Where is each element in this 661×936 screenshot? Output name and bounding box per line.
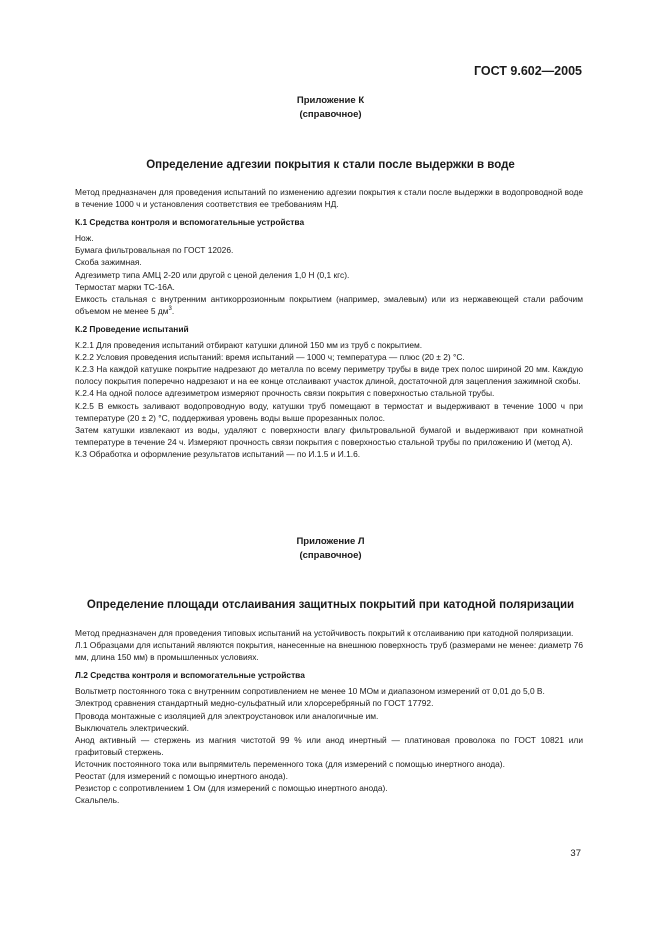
standard-number: ГОСТ 9.602—2005 — [473, 64, 582, 78]
annex-k-intro-text: Метод предназначен для проведения испытаний по изменению адгезии покрытия к стали после выдержки в водопроводной воде в течение 1000 ч и установления соответствия ее требованиям НД. — [75, 187, 583, 210]
k2-heading: К.2 Проведение испытаний — [75, 323, 189, 334]
k1-item: Бумага фильтровальная по ГОСТ 12026. — [75, 245, 234, 256]
l2-item: Анод активный — стержень из магния чистотой 99 % или анод инертный — платиновая проволока по ГОСТ 10821 или графитовый стержень. — [75, 734, 583, 757]
k2-para: К.2.1 Для проведения испытаний отбирают катушки длиной 150 мм из труб с покрытием. — [75, 340, 423, 351]
annex-k-body — [75, 186, 583, 460]
l2-item: Скальпель. — [75, 795, 120, 806]
k1-item: Адгезиметр типа АМЦ 2-20 или другой с ценой деления 1,0 Н (0,1 кгс). — [75, 269, 350, 280]
annex-k-title-text: Приложение К — [296, 95, 365, 106]
l2-list — [75, 685, 583, 806]
l2-item: Провода монтажные с изоляцией для электроустановок или аналогичные им. — [75, 710, 379, 721]
annex-k-title — [0, 94, 661, 122]
l2-heading: Л.2 Средства контроля и вспомогательные устройства — [75, 670, 305, 681]
k3-para: К.3 Обработка и оформление результатов испытаний — по И.1.5 и И.1.6. — [75, 448, 361, 459]
l1-para: Л.1 Образцами для испытаний являются покрытия, нанесенные на внешнюю поверхность труб (размерами не менее: диаметр 76 мм, длина 150 мм) в промышленных условиях. — [75, 640, 583, 663]
l2-item: Электрод сравнения стандартный медно-сульфатный или хлорсеребряный по ГОСТ 17792. — [75, 698, 434, 709]
annex-k-intro — [75, 186, 583, 210]
k1-item: Скоба зажимная. — [75, 257, 142, 268]
k2-para: Затем катушки извлекают из воды, удаляют с поверхности влагу фильтровальной бумагой и выдерживают при комнатной температуре в течение 24 ч. Измеряют прочность связи покрытия с поверхностью стальной трубы по приложению И (метод А). — [75, 424, 583, 447]
l2-item: Резистор с сопротивлением 1 Ом (для измерений с помощью инертного анода). — [75, 783, 388, 794]
k1-item: Термостат марки ТС-16А. — [75, 281, 175, 292]
l2-item: Вольтметр постоянного тока с внутренним сопротивлением не менее 10 МОм и диапазоном измерений от 0,01 до 5,0 В. — [75, 686, 545, 697]
l2-item: Реостат (для измерений с помощью инертного анода). — [75, 771, 288, 782]
k1-item: Нож. — [75, 233, 94, 244]
annex-l-intro: Метод предназначен для проведения типовых испытаний на устойчивость покрытий к отслаиванию при катодной поляризации. — [75, 628, 574, 638]
k1-item-last — [75, 293, 583, 317]
annex-l-title-text: Приложение Л — [296, 536, 365, 547]
l2-item: Источник постоянного тока или выпрямитель переменного тока (для измерений с помощью инертного анода). — [75, 758, 505, 769]
annex-l-subtitle: (справочное) — [299, 550, 362, 561]
k1-last-end: . — [171, 305, 175, 316]
k1-last-sup: 3 — [168, 306, 172, 313]
annex-l-heading: Определение площади отслаивания защитных покрытий при катодной поляризации — [86, 599, 575, 611]
k1-heading: К.1 Средства контроля и вспомогательные устройства — [75, 217, 305, 228]
l2-item: Выключатель электрический. — [75, 722, 190, 733]
k2-para: К.2.3 На каждой катушке покрытие надрезают до металла по всему периметру трубы в виде трех полос шириной 20 мм. Каждую полосу покрытия поперечно надрезают и на ее конце отслаивают участок длиной, достаточной для зацепления зажимной скобы. — [75, 364, 583, 387]
k2-para: К.2.2 Условия проведения испытаний: время испытаний — 1000 ч; температура — плюс (20 ± 2) °С. — [75, 352, 465, 363]
k2-para: К.2.5 В емкость заливают водопроводную воду, катушки труб помещают в термостат и выдерживают в течение 1000 ч при температуре (20 ± 2) °С, поддерживая уровень воды выше прорезанных полос. — [75, 400, 583, 423]
k2-para: К.2.4 На одной полосе адгезиметром измеряют прочность связи покрытия с поверхностью стальной трубы. — [75, 388, 495, 399]
page-number: 37 — [570, 848, 581, 859]
annex-l-title — [0, 535, 661, 563]
k2-list — [75, 339, 583, 460]
annex-k-subtitle: (справочное) — [299, 109, 362, 120]
k1-list — [75, 232, 583, 317]
annex-l-body — [75, 627, 583, 806]
k1-last-text: Емкость стальная с внутренним антикоррозионным покрытием (например, эмалевым) или из нержавеющей стали рабочим объемом не менее 5 дм — [75, 293, 583, 316]
annex-k-heading: Определение адгезии покрытия к стали после выдержки в воде — [146, 159, 515, 171]
